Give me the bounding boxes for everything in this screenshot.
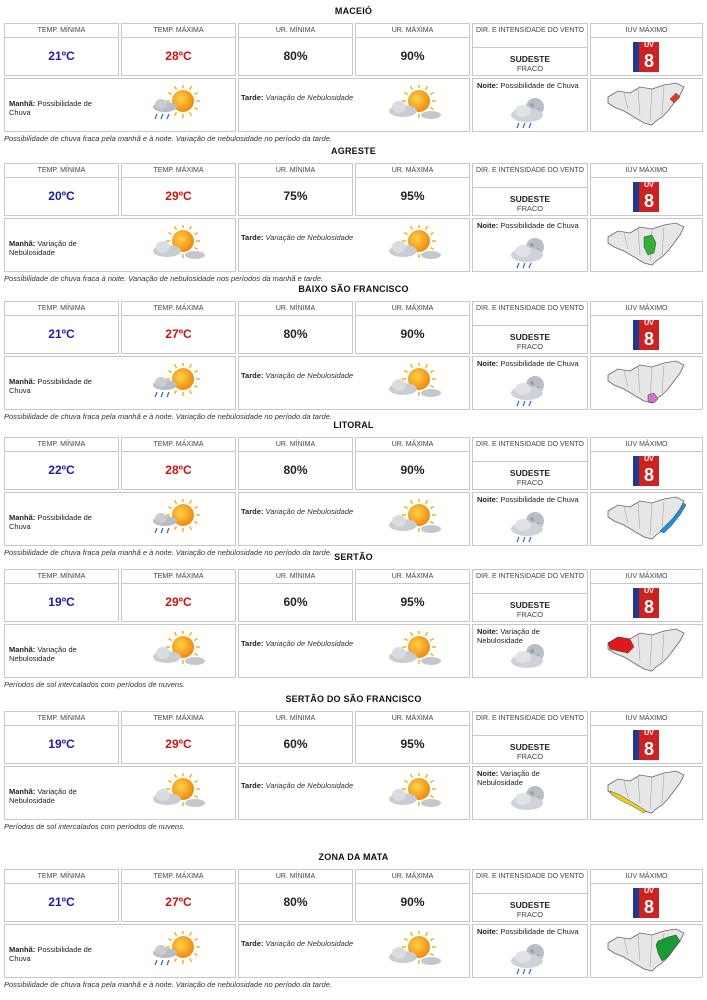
cell-value: 19ºC	[48, 737, 75, 751]
morning-value: Possibilidade de Chuva	[9, 99, 92, 117]
cell-header: TEMP. MÍNIMA	[5, 712, 118, 726]
cell-header: UR. MÍNIMA	[239, 712, 352, 726]
sun-rain-icon	[145, 931, 209, 976]
temp-min-cell	[4, 301, 119, 354]
forecast-note: Possibilidade de chuva fraca pela manhã e à noite. Variação de nebulosidade no período da tarde.	[4, 134, 332, 143]
uv-index-badge	[633, 456, 661, 486]
night-text	[477, 221, 587, 230]
temp-max-cell	[121, 163, 236, 216]
forecast-periods-row	[4, 924, 703, 978]
uv-cell	[590, 23, 703, 76]
uv-label: UV	[639, 182, 659, 190]
uv-header: IUV MÁXIMO	[591, 438, 702, 452]
night-label: Noite:	[477, 627, 499, 636]
ur-min-cell	[238, 869, 353, 922]
uv-value: 8	[639, 896, 659, 918]
night-value: Possibilidade de Chuva	[500, 495, 579, 504]
wind-header: DIR. E INTENSIDADE DO VENTO	[473, 570, 587, 594]
cell-value: 90%	[400, 327, 425, 341]
night-cell	[472, 924, 588, 978]
region-title: SERTÃO	[334, 552, 373, 562]
morning-label: Manhã:	[9, 513, 36, 522]
afternoon-cell	[238, 624, 470, 678]
cell-header: TEMP. MÁXIMA	[122, 870, 235, 884]
region-title: MACEIÓ	[334, 6, 373, 16]
moon-rain-icon	[503, 233, 559, 278]
cell-header: UR. MÍNIMA	[239, 302, 352, 316]
cell-value: 80%	[283, 327, 308, 341]
cell-header: TEMP. MÍNIMA	[5, 302, 118, 316]
cell-value: 60%	[283, 595, 308, 609]
forecast-note: Possibilidade de chuva fraca pela manhã e à noite. Variação de nebulosidade no período da tarde.	[4, 980, 332, 989]
night-cell	[472, 624, 588, 678]
sun-rain-icon	[145, 85, 209, 130]
region-block	[0, 146, 707, 286]
ur-max-cell	[355, 163, 470, 216]
night-value: Variação de Nebulosidade	[477, 627, 540, 645]
wind-cell	[472, 437, 588, 490]
cell-header: UR. MÍNIMA	[239, 438, 352, 452]
wind-intensity: FRACO	[516, 342, 544, 351]
afternoon-cell	[238, 356, 470, 410]
wind-direction: SUDESTE	[509, 194, 551, 204]
afternoon-value: Variação de Nebulosidade	[265, 639, 354, 648]
ur-max-cell	[355, 437, 470, 490]
afternoon-label: Tarde:	[241, 507, 264, 516]
wind-intensity: FRACO	[516, 478, 544, 487]
afternoon-text	[241, 939, 371, 948]
cell-value: 95%	[400, 189, 425, 203]
night-label: Noite:	[477, 81, 499, 90]
afternoon-text	[241, 507, 371, 516]
region-map-cell	[590, 492, 703, 546]
ur-max-cell	[355, 23, 470, 76]
morning-text	[9, 945, 109, 963]
night-cell	[472, 218, 588, 272]
uv-value: 8	[639, 596, 659, 618]
alagoas-map-icon	[604, 221, 690, 274]
cell-header: TEMP. MÁXIMA	[122, 164, 235, 178]
night-label: Noite:	[477, 769, 499, 778]
uv-label: UV	[639, 888, 659, 896]
afternoon-cell	[238, 218, 470, 272]
cell-value: 95%	[400, 595, 425, 609]
cell-value: 28ºC	[165, 463, 192, 477]
uv-header: IUV MÁXIMO	[591, 302, 702, 316]
wind-intensity: FRACO	[516, 610, 544, 619]
moon-rain-icon	[503, 93, 559, 138]
uv-header: IUV MÁXIMO	[591, 870, 702, 884]
uv-value: 8	[639, 738, 659, 760]
uv-label: UV	[639, 320, 659, 328]
morning-cell	[4, 356, 236, 410]
sun-cloud-icon	[145, 631, 209, 676]
temp-min-cell	[4, 163, 119, 216]
night-text	[477, 927, 587, 936]
uv-header: IUV MÁXIMO	[591, 164, 702, 178]
uv-cell	[590, 711, 703, 764]
forecast-values-row	[4, 437, 703, 490]
forecast-periods-row	[4, 624, 703, 678]
wind-intensity: FRACO	[516, 910, 544, 919]
cell-value: 90%	[400, 463, 425, 477]
cell-header: UR. MÍNIMA	[239, 570, 352, 584]
cell-header: TEMP. MÍNIMA	[5, 24, 118, 38]
cell-value: 29ºC	[165, 595, 192, 609]
afternoon-label: Tarde:	[241, 781, 264, 790]
cell-header: TEMP. MÁXIMA	[122, 302, 235, 316]
ur-min-cell	[238, 23, 353, 76]
wind-direction: SUDESTE	[509, 54, 551, 64]
wind-header: DIR. E INTENSIDADE DO VENTO	[473, 438, 587, 462]
region-map-cell	[590, 78, 703, 132]
forecast-values-row	[4, 23, 703, 76]
uv-label: UV	[639, 42, 659, 50]
uv-cell	[590, 569, 703, 622]
afternoon-text	[241, 371, 371, 380]
sun-rain-icon	[145, 363, 209, 408]
cell-header: TEMP. MÍNIMA	[5, 570, 118, 584]
morning-text	[9, 239, 109, 257]
uv-header: IUV MÁXIMO	[591, 24, 702, 38]
morning-text	[9, 377, 109, 395]
ur-max-cell	[355, 301, 470, 354]
morning-label: Manhã:	[9, 377, 36, 386]
cell-value: 20ºC	[48, 189, 75, 203]
cell-value: 21ºC	[48, 49, 75, 63]
afternoon-text	[241, 93, 371, 102]
region-title: SERTÃO DO SÃO FRANCISCO	[285, 694, 422, 704]
forecast-values-row	[4, 711, 703, 764]
cell-value: 60%	[283, 737, 308, 751]
cell-header: UR. MÁXIMA	[356, 570, 469, 584]
cell-header: TEMP. MÍNIMA	[5, 870, 118, 884]
forecast-note: Possibilidade de chuva fraca pela manhã e à noite. Variação de nebulosidade no período da tarde.	[4, 548, 332, 557]
cell-value: 80%	[283, 49, 308, 63]
morning-cell	[4, 766, 236, 820]
wind-cell	[472, 163, 588, 216]
uv-value: 8	[639, 50, 659, 72]
region-title: ZONA DA MATA	[318, 852, 389, 862]
uv-header: IUV MÁXIMO	[591, 712, 702, 726]
wind-header: DIR. E INTENSIDADE DO VENTO	[473, 870, 587, 894]
cell-header: UR. MÍNIMA	[239, 164, 352, 178]
night-cell	[472, 356, 588, 410]
afternoon-label: Tarde:	[241, 371, 264, 380]
forecast-periods-row	[4, 492, 703, 546]
region-block	[0, 852, 707, 992]
wind-direction: SUDESTE	[509, 900, 551, 910]
cell-value: 90%	[400, 895, 425, 909]
sun-cloud-icon	[381, 225, 445, 270]
night-label: Noite:	[477, 221, 499, 230]
uv-cell	[590, 163, 703, 216]
temp-min-cell	[4, 23, 119, 76]
forecast-values-row	[4, 569, 703, 622]
cell-header: TEMP. MÁXIMA	[122, 24, 235, 38]
ur-max-cell	[355, 711, 470, 764]
region-block	[0, 284, 707, 424]
wind-cell	[472, 711, 588, 764]
morning-cell	[4, 492, 236, 546]
cell-value: 21ºC	[48, 327, 75, 341]
afternoon-label: Tarde:	[241, 639, 264, 648]
region-block	[0, 552, 707, 692]
uv-label: UV	[639, 730, 659, 738]
cell-header: TEMP. MÍNIMA	[5, 164, 118, 178]
ur-min-cell	[238, 163, 353, 216]
cell-value: 27ºC	[165, 327, 192, 341]
cell-header: UR. MÍNIMA	[239, 24, 352, 38]
forecast-periods-row	[4, 356, 703, 410]
cell-header: TEMP. MÁXIMA	[122, 438, 235, 452]
forecast-values-row	[4, 869, 703, 922]
cell-value: 90%	[400, 49, 425, 63]
uv-cell	[590, 301, 703, 354]
wind-header: DIR. E INTENSIDADE DO VENTO	[473, 164, 587, 188]
region-map-cell	[590, 218, 703, 272]
cell-header: UR. MÁXIMA	[356, 870, 469, 884]
morning-label: Manhã:	[9, 645, 36, 654]
temp-max-cell	[121, 437, 236, 490]
afternoon-cell	[238, 492, 470, 546]
afternoon-cell	[238, 766, 470, 820]
alagoas-map-icon	[604, 495, 690, 548]
night-value: Variação de Nebulosidade	[477, 769, 540, 787]
afternoon-cell	[238, 924, 470, 978]
moon-cloud-icon	[503, 639, 559, 684]
afternoon-value: Variação de Nebulosidade	[265, 233, 354, 242]
afternoon-value: Variação de Nebulosidade	[265, 781, 354, 790]
night-value: Possibilidade de Chuva	[500, 927, 579, 936]
night-text	[477, 495, 587, 504]
uv-index-badge	[633, 888, 661, 918]
morning-label: Manhã:	[9, 99, 36, 108]
sun-cloud-icon	[381, 85, 445, 130]
forecast-note: Possibilidade de chuva fraca à noite. Variação de nebulosidade nos períodos da manhã e tarde.	[4, 274, 324, 283]
uv-cell	[590, 437, 703, 490]
ur-max-cell	[355, 569, 470, 622]
forecast-periods-row	[4, 218, 703, 272]
cell-header: UR. MÁXIMA	[356, 712, 469, 726]
wind-intensity: FRACO	[516, 204, 544, 213]
alagoas-map-icon	[604, 359, 690, 412]
night-text	[477, 81, 587, 90]
cell-header: UR. MÁXIMA	[356, 164, 469, 178]
cell-value: 21ºC	[48, 895, 75, 909]
night-label: Noite:	[477, 927, 499, 936]
cell-value: 19ºC	[48, 595, 75, 609]
cell-value: 22ºC	[48, 463, 75, 477]
uv-cell	[590, 869, 703, 922]
uv-value: 8	[639, 190, 659, 212]
afternoon-label: Tarde:	[241, 939, 264, 948]
wind-direction: SUDESTE	[509, 600, 551, 610]
temp-max-cell	[121, 301, 236, 354]
wind-header: DIR. E INTENSIDADE DO VENTO	[473, 302, 587, 326]
temp-max-cell	[121, 569, 236, 622]
afternoon-label: Tarde:	[241, 93, 264, 102]
cell-header: UR. MÁXIMA	[356, 302, 469, 316]
afternoon-text	[241, 639, 371, 648]
temp-min-cell	[4, 869, 119, 922]
sun-cloud-icon	[381, 363, 445, 408]
morning-text	[9, 99, 109, 117]
morning-value: Variação de Nebulosidade	[9, 239, 77, 257]
region-title: AGRESTE	[331, 146, 376, 156]
region-block	[0, 694, 707, 834]
cell-value: 80%	[283, 895, 308, 909]
uv-index-badge	[633, 588, 661, 618]
region-title: LITORAL	[333, 420, 374, 430]
forecast-values-row	[4, 301, 703, 354]
night-cell	[472, 78, 588, 132]
temp-min-cell	[4, 569, 119, 622]
region-map-cell	[590, 624, 703, 678]
morning-value: Variação de Nebulosidade	[9, 787, 77, 805]
afternoon-label: Tarde:	[241, 233, 264, 242]
cell-value: 29ºC	[165, 737, 192, 751]
ur-min-cell	[238, 437, 353, 490]
wind-header: DIR. E INTENSIDADE DO VENTO	[473, 712, 587, 736]
alagoas-map-icon	[604, 81, 690, 134]
ur-min-cell	[238, 301, 353, 354]
temp-max-cell	[121, 711, 236, 764]
wind-direction: SUDESTE	[509, 332, 551, 342]
night-value: Possibilidade de Chuva	[500, 81, 579, 90]
uv-index-badge	[633, 182, 661, 212]
sun-cloud-icon	[145, 773, 209, 818]
uv-label: UV	[639, 456, 659, 464]
morning-text	[9, 513, 109, 531]
sun-cloud-icon	[381, 499, 445, 544]
region-title: BAIXO SÃO FRANCISCO	[298, 284, 409, 294]
sun-rain-icon	[145, 499, 209, 544]
temp-max-cell	[121, 23, 236, 76]
region-map-cell	[590, 766, 703, 820]
night-label: Noite:	[477, 359, 499, 368]
cell-value: 80%	[283, 463, 308, 477]
morning-value: Variação de Nebulosidade	[9, 645, 77, 663]
region-map-cell	[590, 924, 703, 978]
night-value: Possibilidade de Chuva	[500, 359, 579, 368]
morning-cell	[4, 924, 236, 978]
morning-cell	[4, 78, 236, 132]
afternoon-value: Variação de Nebulosidade	[265, 507, 354, 516]
uv-index-badge	[633, 730, 661, 760]
afternoon-cell	[238, 78, 470, 132]
wind-direction: SUDESTE	[509, 742, 551, 752]
cell-header: TEMP. MÁXIMA	[122, 570, 235, 584]
morning-value: Possibilidade de Chuva	[9, 513, 92, 531]
cell-value: 75%	[283, 189, 308, 203]
cell-header: UR. MÍNIMA	[239, 870, 352, 884]
moon-rain-icon	[503, 939, 559, 984]
uv-value: 8	[639, 464, 659, 486]
ur-max-cell	[355, 869, 470, 922]
ur-min-cell	[238, 569, 353, 622]
morning-value: Possibilidade de Chuva	[9, 377, 92, 395]
sun-cloud-icon	[381, 931, 445, 976]
morning-label: Manhã:	[9, 787, 36, 796]
moon-rain-icon	[503, 371, 559, 416]
wind-direction: SUDESTE	[509, 468, 551, 478]
night-label: Noite:	[477, 495, 499, 504]
cell-header: TEMP. MÁXIMA	[122, 712, 235, 726]
afternoon-text	[241, 781, 371, 790]
morning-cell	[4, 218, 236, 272]
wind-cell	[472, 301, 588, 354]
night-text	[477, 359, 587, 368]
uv-label: UV	[639, 588, 659, 596]
region-block	[0, 6, 707, 146]
cell-value: 95%	[400, 737, 425, 751]
morning-text	[9, 645, 109, 663]
forecast-values-row	[4, 163, 703, 216]
uv-value: 8	[639, 328, 659, 350]
morning-cell	[4, 624, 236, 678]
alagoas-map-icon	[604, 627, 690, 680]
night-cell	[472, 766, 588, 820]
forecast-note: Períodos de sol intercalados com períodos de nuvens.	[4, 680, 185, 689]
alagoas-map-icon	[604, 769, 690, 822]
alagoas-map-icon	[604, 927, 690, 980]
morning-label: Manhã:	[9, 239, 36, 248]
uv-header: IUV MÁXIMO	[591, 570, 702, 584]
sun-cloud-icon	[145, 225, 209, 270]
wind-intensity: FRACO	[516, 64, 544, 73]
night-cell	[472, 492, 588, 546]
forecast-periods-row	[4, 766, 703, 820]
sun-cloud-icon	[381, 773, 445, 818]
wind-cell	[472, 23, 588, 76]
ur-min-cell	[238, 711, 353, 764]
afternoon-value: Variação de Nebulosidade	[265, 93, 354, 102]
cell-value: 27ºC	[165, 895, 192, 909]
temp-min-cell	[4, 711, 119, 764]
sun-cloud-icon	[381, 631, 445, 676]
cell-header: TEMP. MÍNIMA	[5, 438, 118, 452]
uv-index-badge	[633, 42, 661, 72]
cell-header: UR. MÁXIMA	[356, 24, 469, 38]
region-block	[0, 420, 707, 560]
afternoon-value: Variação de Nebulosidade	[265, 939, 354, 948]
temp-max-cell	[121, 869, 236, 922]
night-value: Possibilidade de Chuva	[500, 221, 579, 230]
wind-header: DIR. E INTENSIDADE DO VENTO	[473, 24, 587, 48]
forecast-periods-row	[4, 78, 703, 132]
cell-header: UR. MÁXIMA	[356, 438, 469, 452]
forecast-note: Possibilidade de chuva fraca pela manhã e à noite. Variação de nebulosidade no período da tarde.	[4, 412, 332, 421]
forecast-note: Períodos de sol intercalados com períodos de nuvens.	[4, 822, 185, 831]
afternoon-text	[241, 233, 371, 242]
moon-cloud-icon	[503, 781, 559, 826]
afternoon-value: Variação de Nebulosidade	[265, 371, 354, 380]
wind-cell	[472, 869, 588, 922]
morning-text	[9, 787, 109, 805]
cell-value: 29ºC	[165, 189, 192, 203]
cell-value: 28ºC	[165, 49, 192, 63]
moon-rain-icon	[503, 507, 559, 552]
morning-label: Manhã:	[9, 945, 36, 954]
region-map-cell	[590, 356, 703, 410]
temp-min-cell	[4, 437, 119, 490]
morning-value: Possibilidade de Chuva	[9, 945, 92, 963]
wind-cell	[472, 569, 588, 622]
uv-index-badge	[633, 320, 661, 350]
wind-intensity: FRACO	[516, 752, 544, 761]
